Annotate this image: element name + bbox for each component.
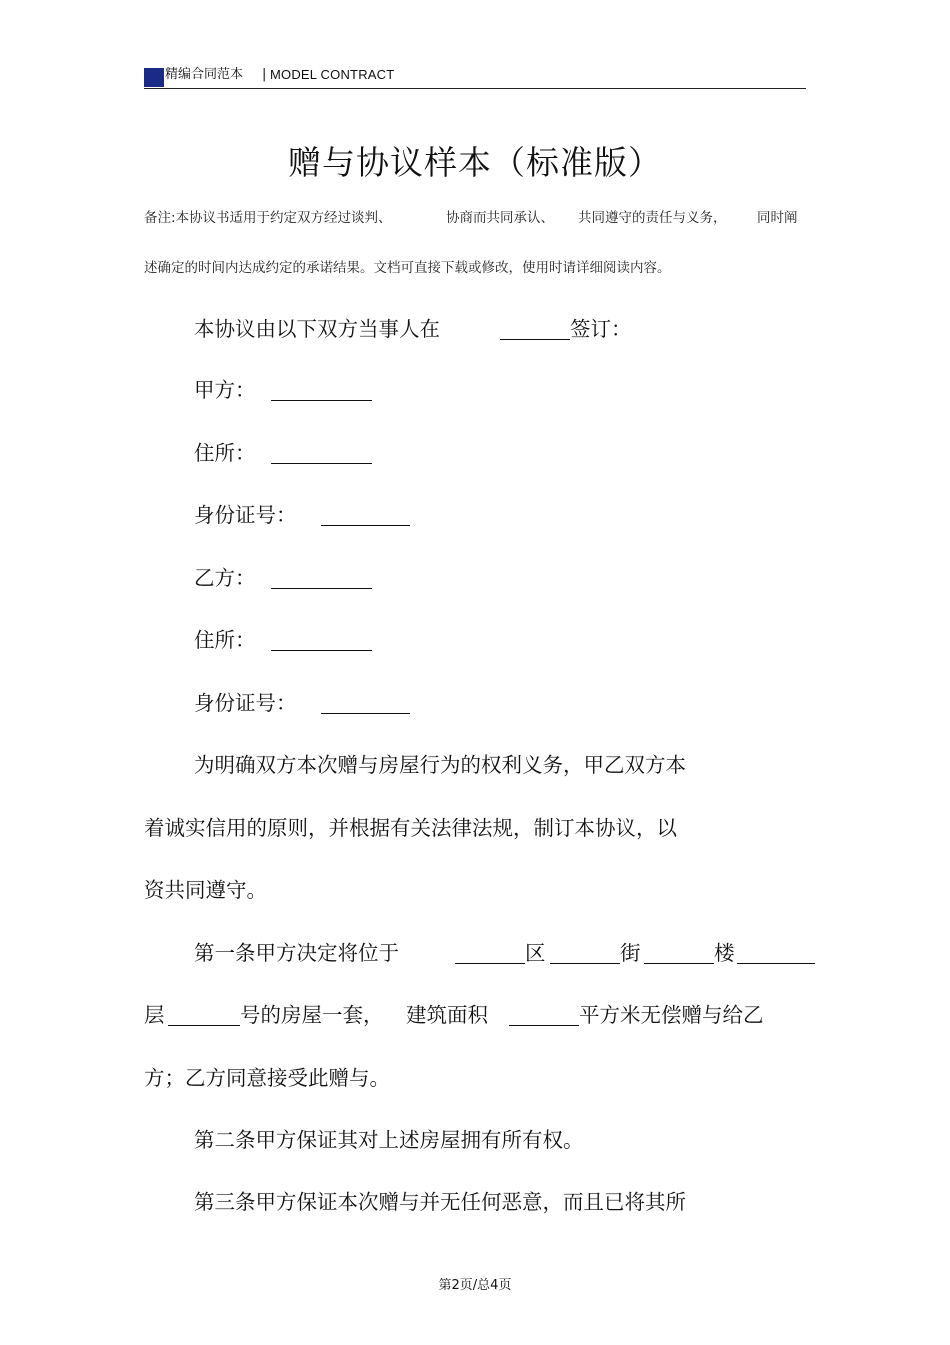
- note-line1-b: 协商而共同承认、: [446, 210, 554, 226]
- header-divider: [144, 88, 806, 89]
- party-b-id-blank[interactable]: [321, 693, 410, 714]
- district-blank[interactable]: [455, 943, 525, 964]
- party-a-id-blank[interactable]: [321, 505, 410, 526]
- article1-start: 第一条甲方决定将位于: [194, 941, 399, 965]
- party-b-address-label: 住所：: [194, 628, 256, 652]
- party-b-label: 乙方：: [194, 566, 256, 590]
- party-b-address-blank[interactable]: [271, 630, 372, 651]
- document-title: 赠与协议样本（标准版）: [288, 143, 662, 182]
- header-brand: 精编合同范本: [165, 67, 244, 82]
- note-line1-a: 本协议书适用于约定双方经过谈判、: [175, 210, 392, 226]
- room-number-blank[interactable]: [168, 1005, 240, 1026]
- article1-room-text: 号的房屋一套，: [240, 1003, 384, 1027]
- note-line1-d: 同时阐: [757, 210, 798, 226]
- preamble-line-3: 资共同遵守。: [144, 878, 267, 902]
- brand-logo-icon: [144, 68, 164, 87]
- article1-line-3: 方；乙方同意接受此赠与。: [144, 1066, 390, 1090]
- article1-unit-building: 楼: [714, 941, 735, 965]
- party-a-id-label: 身份证号：: [194, 503, 297, 527]
- note-label: 备注: [144, 210, 171, 226]
- note-line1-c: 共同遵守的责任与义务，: [578, 210, 727, 226]
- article1-unit-district: 区: [525, 941, 546, 965]
- intro-text-end: 签订：: [570, 317, 632, 341]
- party-a-address-label: 住所：: [194, 441, 256, 465]
- party-a-name-blank[interactable]: [271, 380, 372, 401]
- note-line-1: [144, 209, 392, 227]
- preamble-line-1: 为明确双方本次赠与房屋行为的权利义务，甲乙双方本: [194, 753, 686, 777]
- area-blank[interactable]: [509, 1005, 579, 1026]
- party-a-label: 甲方：: [194, 378, 256, 402]
- article2-text: 第二条甲方保证其对上述房屋拥有所有权。: [194, 1128, 584, 1152]
- signing-place-blank[interactable]: [500, 319, 570, 340]
- note-line-2: 述确定的时间内达成约定的承诺结果。文档可直接下载或修改，使用时请详细阅读内容。: [144, 260, 671, 276]
- article3-text: 第三条甲方保证本次赠与并无任何恶意，而且已将其所: [194, 1190, 686, 1214]
- article1-area-text: 建筑面积: [406, 1003, 488, 1027]
- header-subtitle: MODEL CONTRACT: [270, 67, 395, 82]
- preamble-line-2: 着诚实信用的原则，并根据有关法律法规，制订本协议，以: [144, 816, 677, 840]
- header-separator: |: [262, 67, 267, 82]
- article1-area-end: 平方米无偿赠与给乙: [579, 1003, 764, 1027]
- intro-text: 本协议由以下双方当事人在: [194, 317, 440, 341]
- article1-unit-floor: 层: [144, 1003, 165, 1027]
- floor-blank[interactable]: [737, 943, 815, 964]
- street-blank[interactable]: [550, 943, 620, 964]
- party-b-id-label: 身份证号：: [194, 691, 297, 715]
- article1-unit-street: 街: [620, 941, 641, 965]
- page-number: 第2页/总4页: [438, 1278, 512, 1293]
- party-b-name-blank[interactable]: [271, 568, 372, 589]
- party-a-address-blank[interactable]: [271, 443, 372, 464]
- building-blank[interactable]: [644, 943, 714, 964]
- note-colon: :: [171, 210, 176, 226]
